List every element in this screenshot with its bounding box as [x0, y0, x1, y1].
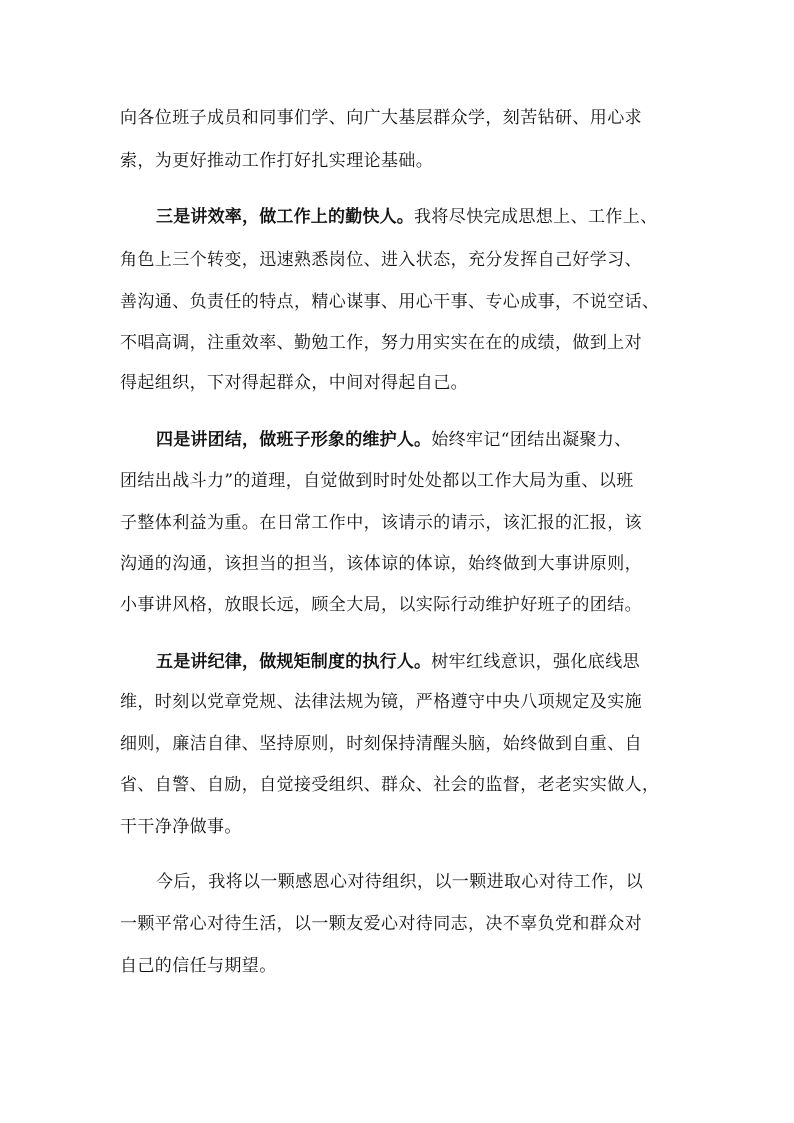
- text-line: 不唱高调，注重效率、勤勉工作，努力用实实在在的成绩，做到上对: [120, 333, 642, 353]
- paragraph-text: 树牢红线意识，强化底线思: [431, 652, 641, 672]
- text-line: 一颗平常心对待生活，以一颗友爱心对待同志，决不辜负党和群众对: [120, 914, 642, 934]
- paragraph-lead: 四是讲团结，做班子形象的维护人。: [156, 430, 432, 450]
- text-line: 团结出战斗力”的道理，自觉做到时时处处都以工作大局为重、以班: [120, 471, 634, 491]
- paragraph-lead: 五是讲纪律，做规矩制度的执行人。: [156, 652, 432, 672]
- paragraph-lead: 三是讲效率，做工作上的勤快人。: [156, 207, 414, 227]
- text-line: 向各位班子成员和同事们学、向广大基层群众学，刻苦钻研、用心求: [120, 108, 642, 128]
- text-line: 小事讲风格，放眼长远，顾全大局，以实际行动维护好班子的团结。: [120, 595, 642, 615]
- text-line: 细则，廉洁自律、坚持原则，时刻保持清醒头脑，始终做到自重、自: [120, 734, 642, 754]
- text-line: 干干净净做事。: [120, 817, 242, 837]
- text-line: 善沟通、负责任的特点，精心谋事、用心干事、专心成事，不说空话、: [120, 292, 660, 312]
- text-line: [156, 423, 680, 457]
- text-line: 索，为更好推动工作打好扎实理论基础。: [120, 151, 434, 171]
- text-line: 角色上三个转变，迅速熟悉岗位、进入状态，充分发挥自己好学习、: [120, 250, 642, 270]
- paragraph-text: 始终牢记“团结出凝聚力、: [431, 430, 632, 450]
- text-line: [156, 200, 680, 234]
- text-line: 自己的信任与期望。: [120, 956, 277, 976]
- text-line: 得起组织，下对得起群众，中间对得起自己。: [120, 373, 468, 393]
- text-line: 省、自警、自励，自觉接受组织、群众、社会的监督，老老实实做人，: [120, 775, 660, 795]
- text-line: 今后，我将以一颗感恩心对待组织，以一颗进取心对待工作，以: [156, 872, 644, 892]
- text-line: 沟通的沟通，该担当的担当，该体谅的体谅，始终做到大事讲原则，: [120, 554, 642, 574]
- paragraph-text: 我将尽快完成思想上、工作上、: [414, 207, 658, 227]
- text-line: 维，时刻以党章党规、法律法规为镜，严格遵守中央八项规定及实施: [120, 692, 642, 712]
- text-line: 子整体利益为重。在日常工作中，该请示的请示，该汇报的汇报，该: [120, 513, 642, 533]
- text-line: [156, 645, 680, 679]
